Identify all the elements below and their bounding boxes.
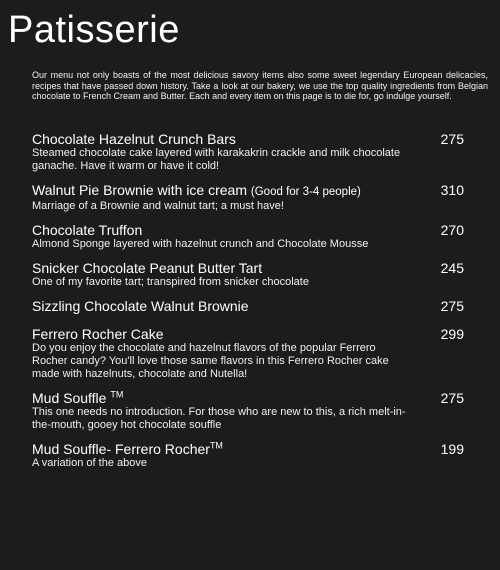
menu-item-name-wrap [32,441,223,457]
menu-item [32,326,464,381]
menu-item [32,222,464,251]
menu-item [32,390,464,432]
menu-item-name-wrap [32,131,236,147]
menu-item-row [32,222,464,238]
trademark-symbol: TM [209,440,223,451]
menu-item-note: (Good for 3-4 people) [250,186,361,198]
menu-item-description: One of my favorite tart; transpired from snicker chocolate [32,276,309,288]
menu-item [32,131,464,173]
menu-item-price: 299 [440,326,464,342]
menu-item-price: 275 [440,131,464,147]
menu-item-name-wrap [32,182,361,200]
menu-item-name: Sizzling Chocolate Walnut Brownie [32,298,249,314]
menu-item-name-wrap [32,222,142,238]
menu-item-description: Almond Sponge layered with hazelnut crunch and Chocolate Mousse [32,238,369,250]
menu-item-name-wrap [32,298,249,314]
trademark-symbol: TM [110,389,124,400]
menu-item-name-wrap [32,260,262,276]
menu-item-name: Ferrero Rocher Cake [32,326,164,342]
menu-item-name: Chocolate Hazelnut Crunch Bars [32,131,236,147]
menu-item [32,441,464,470]
menu-item [32,260,464,289]
menu-item-name: Walnut Pie Brownie with ice cream [32,182,248,198]
menu-item-row [32,182,464,200]
menu-item-description: A variation of the above [32,457,147,469]
menu-item [32,182,464,213]
menu-item-row [32,131,464,147]
menu-item-description: Marriage of a Brownie and walnut tart; a must have! [32,200,284,212]
menu-item-name: Mud Souffle [32,390,107,406]
menu-item-price: 199 [440,441,464,457]
menu-item-description: This one needs no introduction. For those who are new to this, a rich melt-in-the-mouth, gooey hot chocolate souffle [32,406,406,431]
menu-item-name: Chocolate Truffon [32,222,143,238]
menu-item-row [32,326,464,342]
menu-item-row [32,441,464,457]
page-title: Patisserie [8,9,180,51]
menu-item-name: Snicker Chocolate Peanut Butter Tart [32,260,263,276]
menu-item [32,298,464,314]
menu-item-list [32,131,464,479]
menu-item-row [32,390,464,406]
menu-item-description: Steamed chocolate cake layered with karakakrin crackle and milk chocolate ganache. Have it warm or have it cold! [32,147,401,172]
menu-item-price: 270 [440,222,464,238]
menu-item-price: 275 [440,298,464,314]
menu-item-row [32,298,464,314]
menu-item-name-wrap [32,326,164,342]
menu-item-price: 310 [440,182,464,198]
menu-item-price: 245 [440,260,464,276]
menu-item-name-wrap [32,390,123,406]
menu-item-name: Mud Souffle- Ferrero Rocher [32,441,210,457]
menu-item-price: 275 [440,390,464,406]
menu-item-description: Do you enjoy the chocolate and hazelnut flavors of the popular Ferrero Rocher candy? You'll love those same flavors in this Ferrero Rocher cake made with hazelnuts, chocolate and Nutella! [32,342,389,380]
menu-item-row [32,260,464,276]
intro-paragraph: Our menu not only boasts of the most delicious savory items also some sweet legendary European delicacies, recipes that have passed down history. Take a look at our bakery, we use the top quality ingredients from Belgian chocolate to French Cream and Butter. Each and every item on this page is to die for, go indulge yourself. [32,70,488,101]
